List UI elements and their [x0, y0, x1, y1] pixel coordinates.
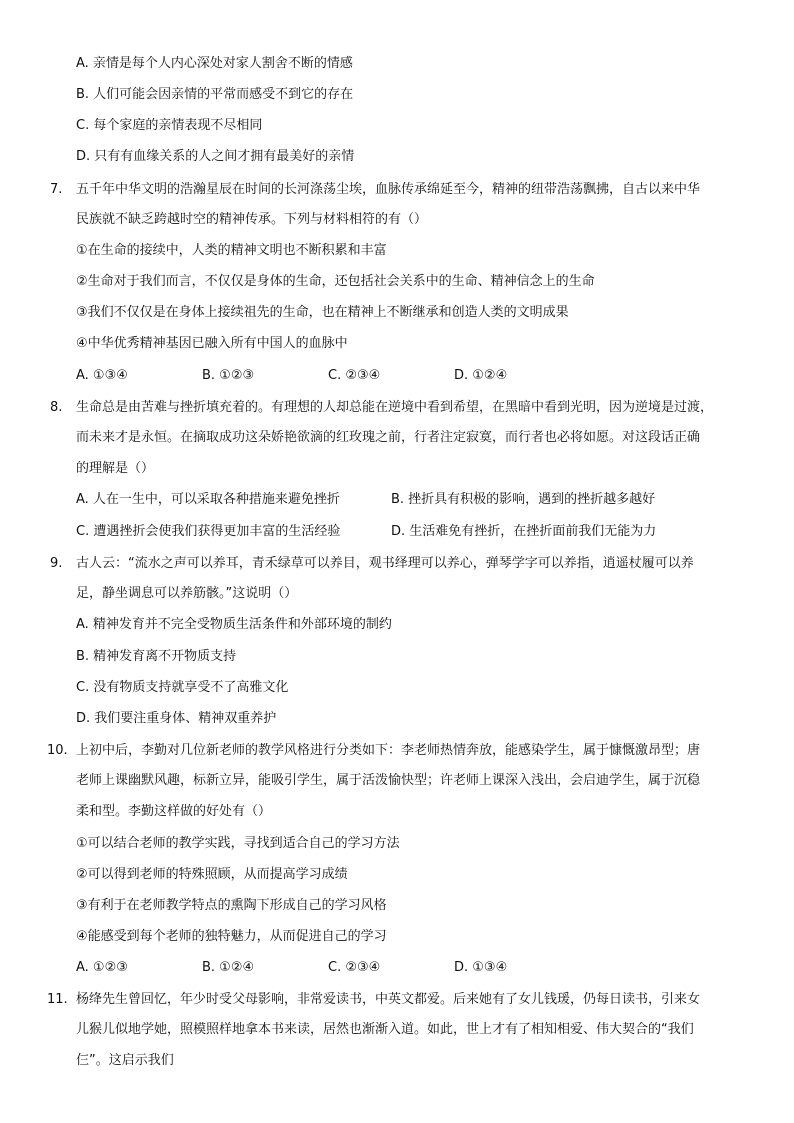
question-number: 11.: [47, 992, 68, 1007]
choice-a: A. 人在一生中，可以采取各种措施来避免挫折: [76, 492, 340, 507]
option-d: D. 只有有血缘关系的人之间才拥有最美好的亲情: [76, 149, 355, 164]
question-text: 老师上课幽默风趣，标新立异，能吸引学生，属于活泼愉快型；许老师上课深入浅出，会启迪学生，属于沉稳: [76, 773, 701, 788]
question-number: 8.: [50, 400, 63, 415]
choice-c: C. 没有物质支持就享受不了高雅文化: [76, 680, 289, 695]
question-number: 9.: [50, 556, 63, 571]
statement: ③有利于在老师教学特点的熏陶下形成自己的学习风格: [76, 898, 387, 913]
choice-b: B. 精神发育离不开物质支持: [76, 649, 237, 664]
choice-c: C. 遭遇挫折会使我们获得更加丰富的生活经验: [76, 524, 341, 539]
choice-a: A. 精神发育并不完全受物质生活条件和外部环境的制约: [76, 617, 392, 632]
option-b: B. 人们可能会因亲情的平常而感受不到它的存在: [76, 87, 354, 102]
question-text: 古人云：“流水之声可以养耳，青禾绿草可以养目，观书绎理可以养心，弹琴学字可以养指，逍遥杖履可以养: [76, 556, 694, 571]
statement: ①可以结合老师的教学实践，寻找到适合自己的学习方法: [76, 836, 400, 851]
choice-c: C. ②③④: [328, 368, 381, 383]
statement: ①在生命的接续中，人类的精神文明也不断积累和丰富: [76, 243, 387, 258]
statement: ②可以得到老师的特殊照顾，从而提高学习成绩: [76, 867, 348, 882]
question-text: 仨”。这启示我们: [76, 1053, 174, 1068]
option-a: A. 亲情是每个人内心深处对家人割舍不断的情感: [76, 56, 353, 71]
statement: ②生命对于我们而言，不仅仅是身体的生命，还包括社会关系中的生命、精神信念上的生命: [76, 274, 595, 289]
statement: ④中华优秀精神基因已融入所有中国人的血脉中: [76, 336, 348, 351]
question-text: 杨绛先生曾回忆，年少时受父母影响，非常爱读书，中英文都爱。后来她有了女儿钱瑗，仍每日读书，引来女: [76, 992, 701, 1007]
choice-b: B. ①②④: [202, 960, 255, 975]
choice-d: D. 生活难免有挫折，在挫折面前我们无能为力: [391, 524, 657, 539]
choice-d: D. 我们要注重身体、精神双重养护: [76, 711, 277, 726]
choice-b: B. 挫折具有积极的影响，遇到的挫折越多越好: [391, 492, 656, 507]
question-text: 柔和型。李勤这样做的好处有（）: [76, 804, 272, 819]
question-text: 而未来才是永恒。在摘取成功这朵娇艳欲滴的红玫瑰之前，行者注定寂寞，而行者也必将如愿。对这段话正确: [76, 430, 701, 445]
statement: ④能感受到每个老师的独特魅力，从而促进自己的学习: [76, 929, 387, 944]
choice-d: D. ①③④: [454, 960, 508, 975]
question-number: 7.: [50, 182, 63, 197]
question-text: 的理解是（）: [76, 461, 155, 476]
choice-b: B. ①②③: [202, 368, 255, 383]
question-text: 生命总是由苦难与挫折填充着的。有理想的人却总能在逆境中看到希望，在黑暗中看到光明，因为逆境是过渡，: [76, 400, 714, 415]
choice-c: C. ②③④: [328, 960, 381, 975]
choice-d: D. ①②④: [454, 368, 508, 383]
question-text: 足，静坐调息可以养筋骸。”这说明（）: [76, 586, 298, 601]
question-text: 五千年中华文明的浩瀚星辰在时间的长河涤荡尘埃，血脉传承绵延至今，精神的纽带浩荡飘拂，自古以来中华: [76, 182, 701, 197]
choice-a: A. ①②③: [76, 960, 128, 975]
question-text: 儿猴儿似地学她，照模照样地拿本书来读，居然也渐渐入道。如此，世上才有了相知相爱、伟大契合的“我们: [76, 1022, 694, 1037]
question-text: 民族就不缺乏跨越时空的精神传承。下列与材料相符的有（）: [76, 212, 428, 227]
option-c: C. 每个家庭的亲情表现不尽相同: [76, 118, 263, 133]
choice-a: A. ①③④: [76, 368, 128, 383]
question-text: 上初中后，李勤对几位新老师的教学风格进行分类如下：李老师热情奔放，能感染学生，属于慷慨激昂型；唐: [76, 743, 701, 758]
statement: ③我们不仅仅是在身体上接续祖先的生命，也在精神上不断继承和创造人类的文明成果: [76, 305, 569, 320]
question-number: 10.: [47, 743, 68, 758]
